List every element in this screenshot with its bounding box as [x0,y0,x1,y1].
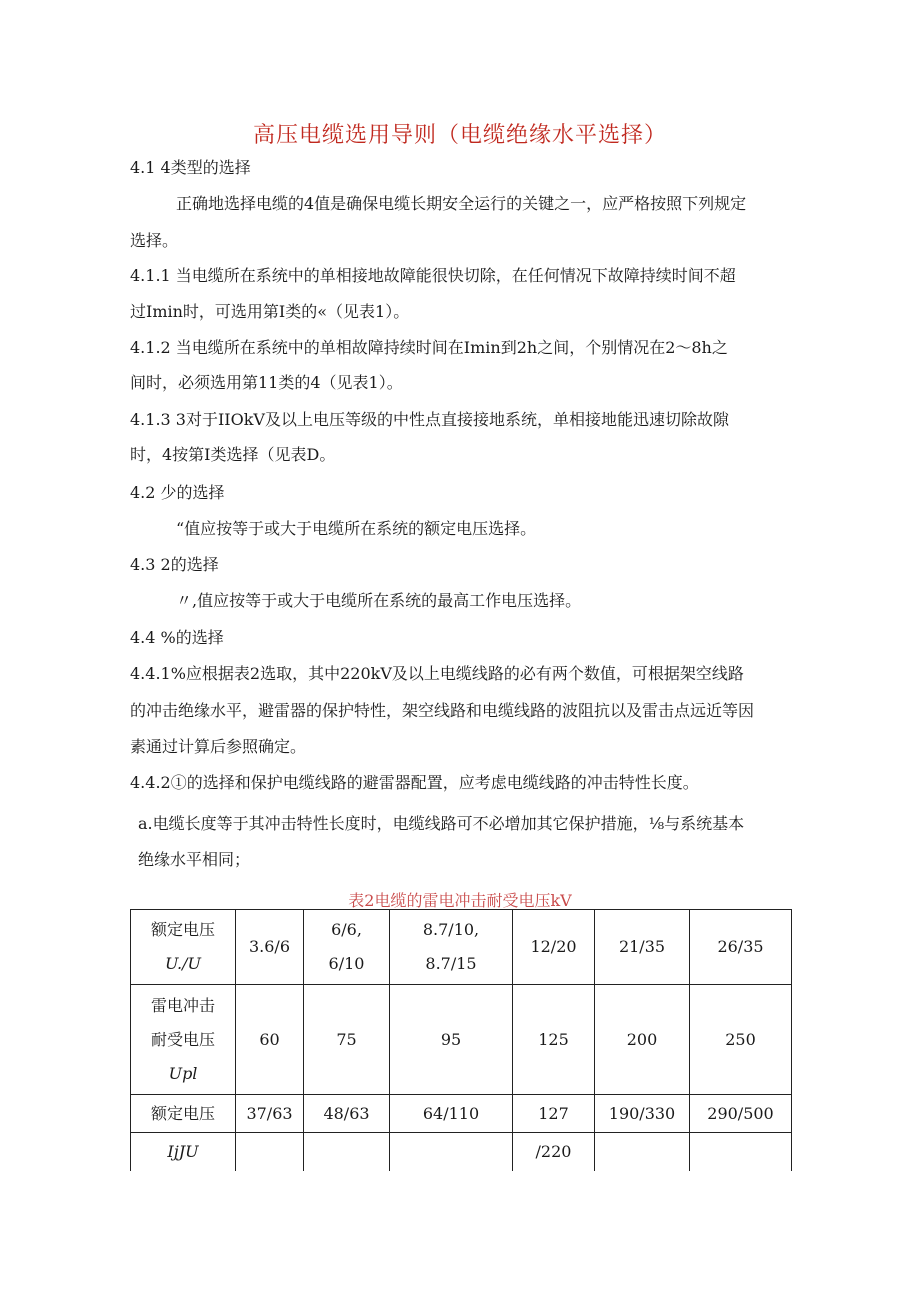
table-cell [690,1133,792,1171]
table-row [131,910,792,985]
table-cell [236,1133,304,1171]
table-row [131,985,792,1095]
paragraph-line: 4.4.2①的选择和保护电缆线路的避雷器配置，应考虑电缆线路的冲击特性长度。 [130,773,699,792]
table-cell: 250 [690,985,792,1095]
table-caption: 表2电缆的雷电冲击耐受电压kV [348,891,572,910]
paragraph-line: 过Imin时，可选用第I类的«（见表1）。 [130,302,410,321]
paragraph-line: 的冲击绝缘水平，避雷器的保护特性，架空线路和电缆线路的波阻抗以及雷击点远近等因 [130,701,755,720]
paragraph-line: 〃,值应按等于或大于电缆所在系统的最高工作电压选择。 [176,591,582,610]
table-cell: 48/63 [304,1095,390,1133]
paragraph-line: 间时，必须选用第11类的4（见表1）。 [130,373,403,392]
table-cell: 64/110 [390,1095,513,1133]
paragraph-line: 素通过计算后参照确定。 [130,737,307,756]
table-cell: 75 [304,985,390,1095]
table-row [131,1133,792,1171]
table-cell: 290/500 [690,1095,792,1133]
paragraph-line: 时，4按第I类选择（见表D。 [130,445,336,464]
table-cell: 190/330 [595,1095,690,1133]
table-cell [304,1133,390,1171]
paragraph-line: 4.1.3 3对于IIOkV及以上电压等级的中性点直接接地系统，单相接地能迅速切除故隙 [130,410,729,429]
row-header: IjJU [131,1133,236,1171]
paragraph-line: 正确地选择电缆的4值是确保电缆长期安全运行的关键之一，应严格按照下列规定 [176,194,747,213]
paragraph-line: 选择。 [130,231,179,250]
table-cell: 200 [595,985,690,1095]
table-row [131,1095,792,1133]
paragraph-line: a.电缆长度等于其冲击特性长度时，电缆线路可不必增加其它保护措施，⅛与系统基本 [138,814,745,833]
table-cell: 12/20 [513,910,595,985]
table-cell: 127 [513,1095,595,1133]
section-heading: 4.2 少的选择 [130,483,225,502]
table-cell [595,1133,690,1171]
section-heading: 4.3 2的选择 [130,555,219,574]
table-cell: 60 [236,985,304,1095]
table-cell: 6/6, 6/10 [304,910,390,985]
table-cell: 95 [390,985,513,1095]
table-cell: 125 [513,985,595,1095]
paragraph-line: 4.1.1 当电缆所在系统中的单相接地故障能很快切除，在任何情况下故障持续时间不超 [130,266,736,285]
table-cell: 26/35 [690,910,792,985]
table-cell: /220 [513,1133,595,1171]
table-cell: 21/35 [595,910,690,985]
section-heading: 4.4 %的选择 [130,628,224,647]
row-header: 额定电压 U./U [131,910,236,985]
row-header: 雷电冲击 耐受电压 Upl [131,985,236,1095]
row-header: 额定电压 [131,1095,236,1133]
paragraph-line: “值应按等于或大于电缆所在系统的额定电压选择。 [176,519,537,538]
section-heading: 4.1 4类型的选择 [130,158,251,177]
paragraph-line: 绝缘水平相同； [138,850,251,869]
paragraph-line: 4.4.1%应根据表2选取，其中220kV及以上电缆线路的必有两个数值，可根据架空线路 [130,664,744,683]
paragraph-line: 4.1.2 当电缆所在系统中的单相故障持续时间在Imin到2h之间，个别情况在2〜8h之 [130,338,728,357]
table-cell: 37/63 [236,1095,304,1133]
table-cell [390,1133,513,1171]
table-cell: 3.6/6 [236,910,304,985]
voltage-table [130,909,792,1171]
document-title: 高压电缆选用导则（电缆绝缘水平选择） [252,123,667,148]
table-cell: 8.7/10, 8.7/15 [390,910,513,985]
